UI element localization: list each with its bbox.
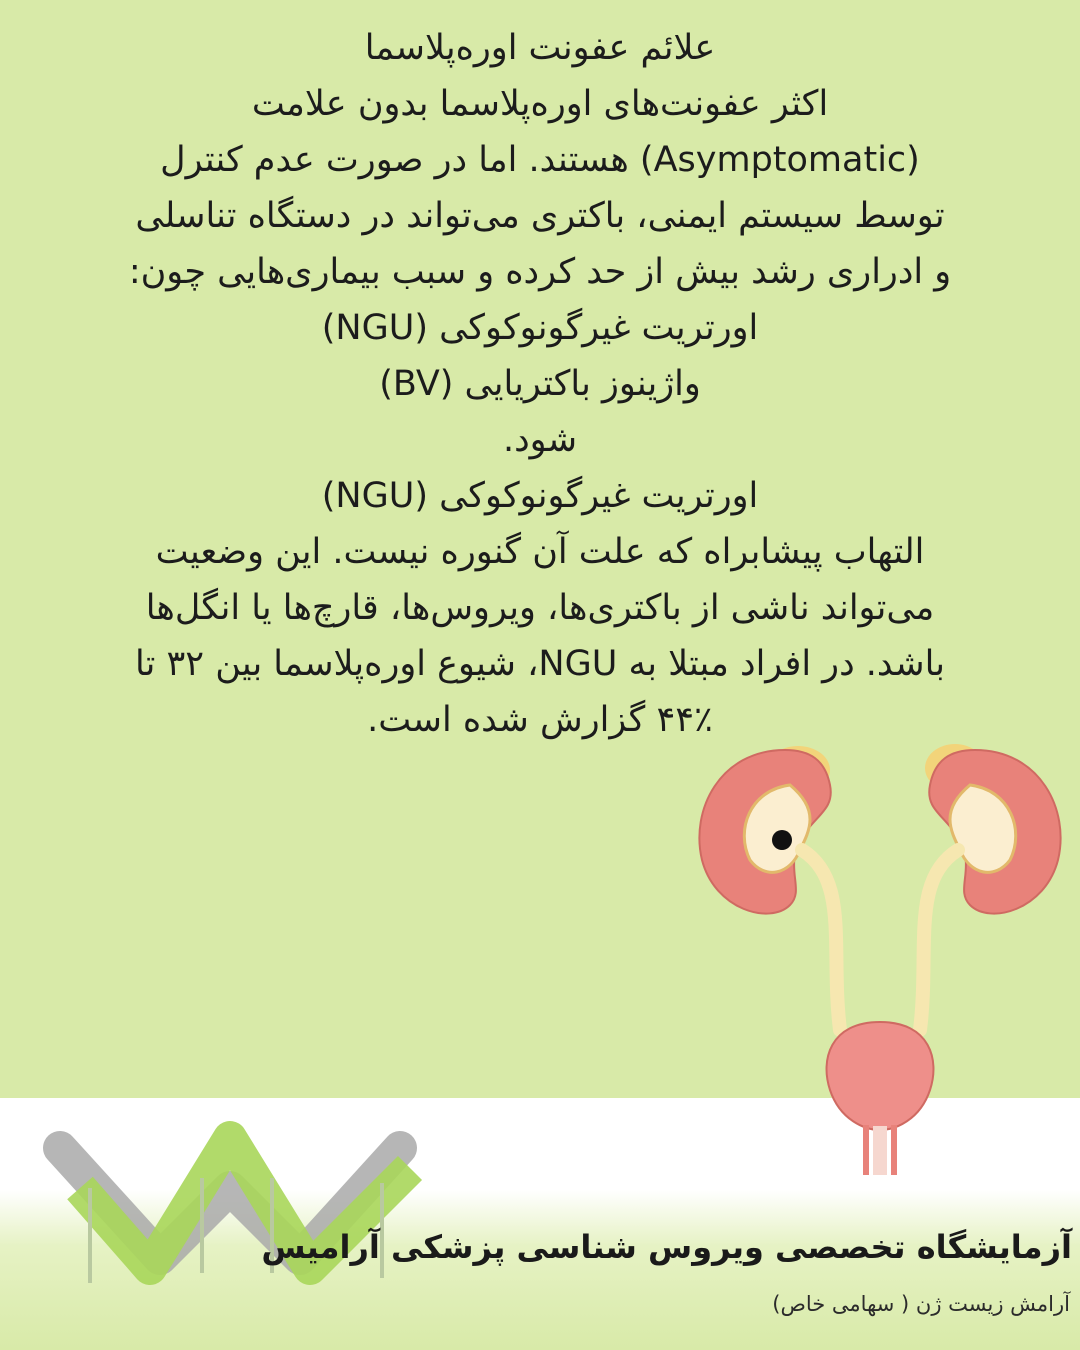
text-line: می‌تواند ناشی از باکتری‌ها، ویروس‌ها، قارچ‌ها یا انگل‌ها [145,588,935,628]
text-line: (Asymptomatic) هستند. اما در صورت عدم کنترل [160,140,920,180]
text-line: التهاب پیشابراه که علت آن گنوره نیست. این وضعیت [155,532,925,572]
right-ureter [920,850,958,1030]
bladder [827,1022,934,1130]
text-line: شود. [502,420,578,460]
heading-ngu: اورتریت غیرگونوکوکی (NGU) [321,476,759,516]
text-line: اکثر عفونت‌های اوره‌پلاسما بدون علامت [251,84,829,124]
text-line: اورتریت غیرگونوکوکی (NGU) [321,308,759,348]
urinary-system-illustration [690,730,1070,1180]
brand-name: آزمایشگاه تخصصی ویروس شناسی پزشکی آرامیس [261,1228,1072,1266]
text-line: توسط سیستم ایمنی، باکتری می‌تواند در دستگاه تناسلی [135,196,945,236]
body-text [60,20,1020,748]
brand-subtitle: آرامش زیست ژن ( سهامی خاص) [772,1292,1070,1316]
text-line: واژینوز باکتریایی (BV) [379,364,701,404]
aramis-logo [40,1108,440,1308]
text-line: و ادراری رشد بیش از حد کرده و سبب بیماری‌هایی چون: [128,252,952,292]
left-ureter [802,850,840,1030]
kidney-stone [772,830,792,850]
heading-symptoms: علائم عفونت اوره‌پلاسما [364,28,716,68]
text-line: باشد. در افراد مبتلا به NGU، شیوع اوره‌پلاسما بین ۳۲ تا [134,644,946,684]
text-line: ۴۴٪ گزارش شده است. [367,700,713,740]
